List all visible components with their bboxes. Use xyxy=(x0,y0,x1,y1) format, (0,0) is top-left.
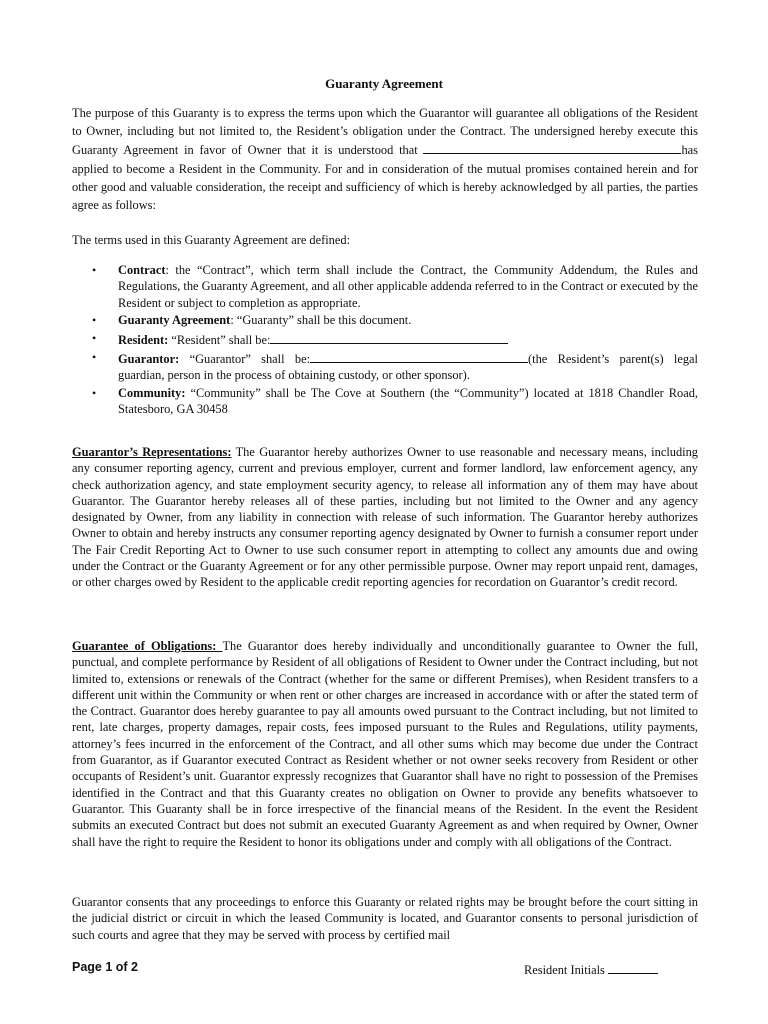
terms-intro: The terms used in this Guaranty Agreement are defined: xyxy=(72,233,351,247)
term-label: Guaranty Agreement xyxy=(118,313,231,328)
intro-text-1: The purpose of this Guaranty is to express the terms upon which the Guarantor will guarantee all obligations of the Resident to Owner, including but not limited to, the Resident’s obligation under the Contract. The undersigned hereby execute this Guaranty Agreement in favor of Owner that it is understood that xyxy=(72,106,698,158)
resident-name-blank[interactable] xyxy=(423,140,681,154)
obligations-text: The Guarantor does hereby individually and unconditionally guarantee to Owner the full, punctual, and complete performance by Resident of all obligations of Resident to Owner under the Contract including, but not limited to, extensions or renewals of the Contract (whether for the same or different Premises), when Resident transfers to a different unit within the Community or when rent or other charges are increased in accordance with or after the stated term of the Contract. Guarantor does hereby guarantee to pay all amounts owed pursuant to the Contract including, but not limited to rent, late charges, property damages, repair costs, fees imposed pursuant to the Rules and Regulations, utility payments, attorney’s fees incurred in the enforcement of the Contract, and all other sums which may become due under the Contract from Guarantor, as if Guarantor executed Contract as Resident whether or not owner seeks recovery from Resident or other occupants of Resident’s unit. Guarantor expressly recognizes that Guarantor shall have no right to possession of the Premises identified in the Contract and that this Guaranty creates no obligation on Owner to provide any benefits whatsoever to Guarantor. This Guaranty shall be in force irrespective of the financial means of the Resident. In the event the Resident submits an executed Contract but does not submit an executed Guaranty Agreement as and when required by Owner, Owner shall have the right to require the Resident to honor its obligations under and comply with all obligations of the Contract. xyxy=(72,639,698,849)
term-guaranty xyxy=(72,312,698,328)
bullet-icon: • xyxy=(92,330,97,345)
terms-list xyxy=(72,262,698,419)
term-guarantor xyxy=(72,349,698,384)
term-text: : “Guaranty” shall be this document. xyxy=(230,313,412,328)
term-label: Resident: xyxy=(118,332,169,347)
obligations-paragraph xyxy=(72,638,698,850)
term-label: Contract xyxy=(118,263,166,277)
term-community xyxy=(72,385,698,418)
term-text: “Guarantor” shall be: xyxy=(179,352,311,367)
term-label: Community: xyxy=(118,385,186,400)
term-resident xyxy=(72,330,698,348)
obligations-heading: Guarantee of Obligations: xyxy=(72,639,223,653)
term-text-2: (the Resident’s parent(s) legal guardian, person in the process of obtaining custody, or other sponsor). xyxy=(118,352,698,383)
bullet-icon: • xyxy=(92,263,97,277)
initials-label: Resident Initials xyxy=(524,963,608,977)
representations-paragraph xyxy=(72,444,698,591)
term-contract xyxy=(72,262,698,311)
bullet-icon: • xyxy=(92,350,97,365)
term-text: “Resident” shall be: xyxy=(168,332,271,347)
consent-paragraph: Guarantor consents that any proceedings to enforce this Guaranty or related rights may be brought before the court sitting in the judicial district or circuit in which the leased Community is located, and Guarantor consents to personal jurisdiction of such courts and agree that they may be served with process by certified mail xyxy=(72,895,698,942)
intro-text-2: has applied to become a Resident in the Community. For and in consideration of the mutual promises contained herein and for other good and valuable consideration, the receipt and sufficiency of which is hereby acknowledged by all parties, the parties agree as follows: xyxy=(72,143,698,213)
bullet-icon: • xyxy=(92,313,97,328)
resident-blank[interactable] xyxy=(270,330,508,344)
guarantor-blank[interactable] xyxy=(310,349,528,363)
initials-blank[interactable] xyxy=(608,960,658,974)
representations-heading: Guarantor’s Representations: xyxy=(72,445,232,459)
intro-paragraph xyxy=(72,104,698,214)
representations-text: The Guarantor hereby authorizes Owner to use reasonable and necessary means, including any consumer reporting agency, current and previous employer, current and former landlord, law enforcement agency, any check authorization agency, and state employment security agency, to release all information any of them may have about Guarantor. The Guarantor hereby releases all of these parties, including but not limited to the Owner and any agency designated by Owner, from any liability in connection with release of such information. The Guarantor hereby authorizes Owner to obtain and hereby instructs any consumer reporting agency designated by Owner to furnish a consumer report under The Fair Credit Reporting Act to Owner to use such consumer report in attempting to collect any amounts due and owing under the Contract or the Guaranty Agreement or for any other permissible purpose. Owner may report unpaid rent, damages, or other charges owed by Resident to the applicable credit reporting agencies for recordation on Guarantor’s credit record. xyxy=(72,445,698,590)
page-number: Page 1 of 2 xyxy=(72,960,138,974)
term-label: Guarantor: xyxy=(118,352,180,367)
term-text: “Community” shall be The Cove at Southern (the “Community”) located at 1818 Chandler Road, Statesboro, GA 30458 xyxy=(118,385,698,417)
term-text: : the “Contract”, which term shall include the Contract, the Community Addendum, the Rules and Regulations, the Guaranty Agreement, and all other applicable addenda referred to in the Contract or executed by the Resident or subject to completion as appropriate. xyxy=(118,263,698,310)
document-title: Guaranty Agreement xyxy=(325,76,443,91)
bullet-icon: • xyxy=(92,385,97,400)
resident-initials xyxy=(524,960,658,978)
